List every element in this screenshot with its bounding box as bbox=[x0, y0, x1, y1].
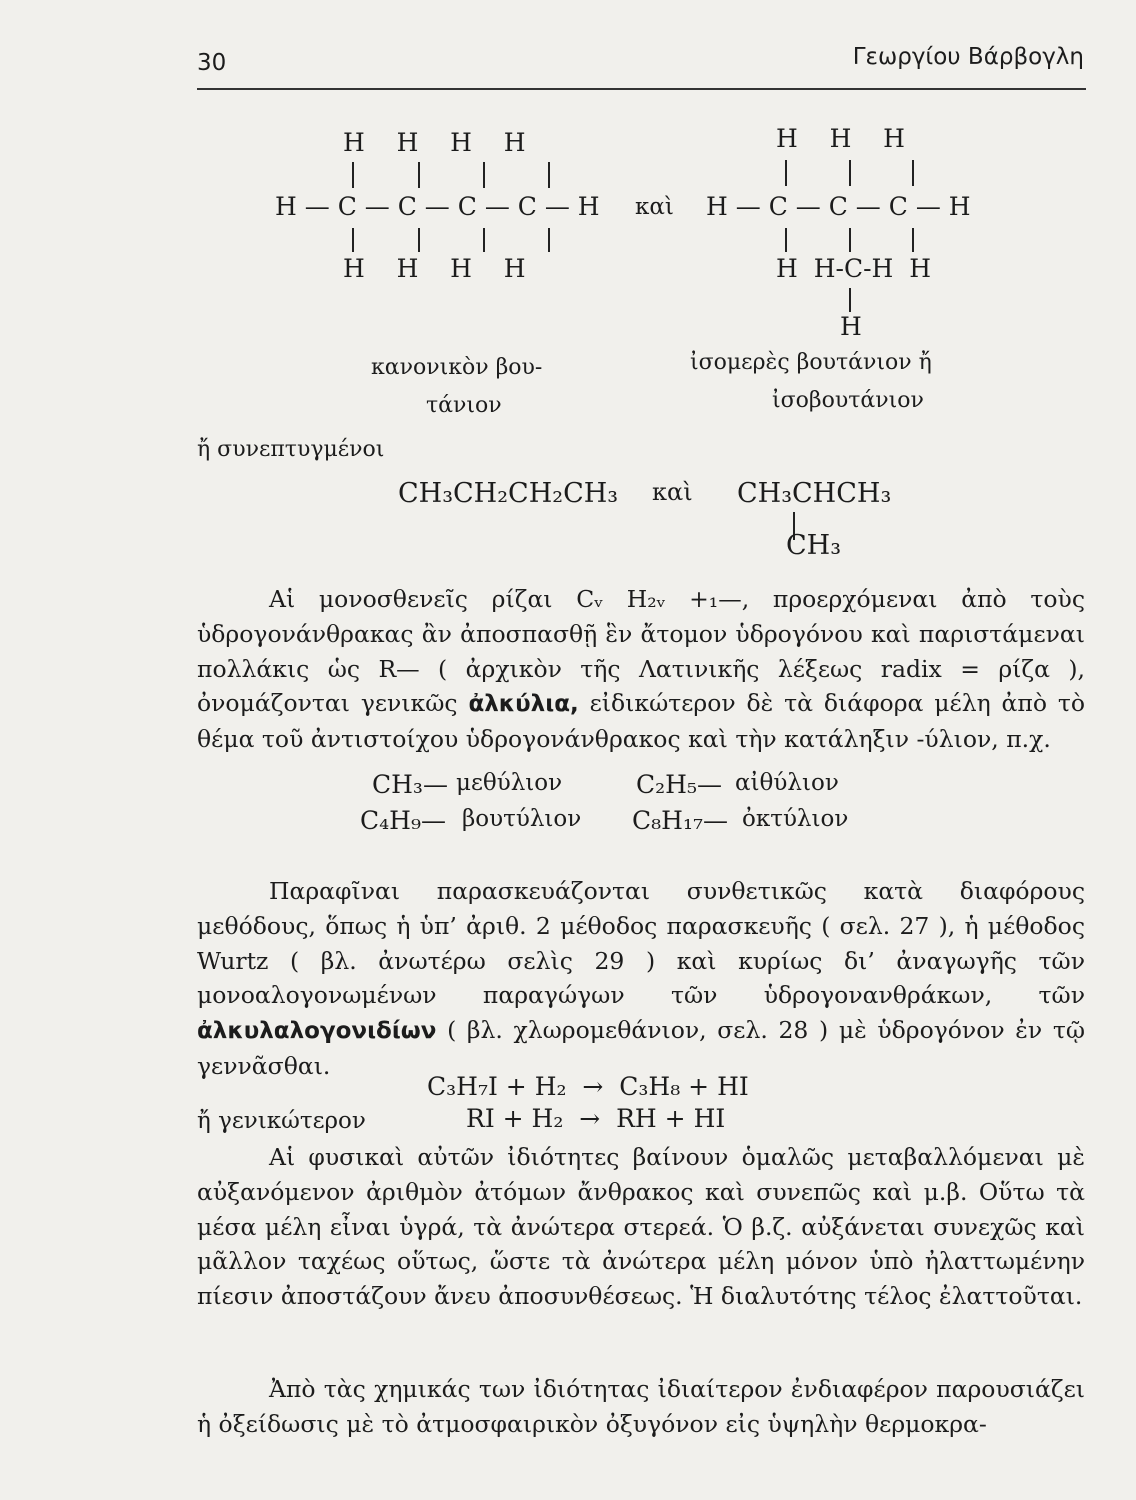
condensed-isobutane: CH₃CHCH₃ bbox=[737, 478, 892, 509]
bond-line bbox=[785, 228, 787, 252]
isobutane-top-hydrogens: H H H bbox=[776, 124, 905, 153]
isobutane-bottom-hydrogen: H bbox=[840, 312, 862, 341]
radical-formula: CH₃— bbox=[372, 770, 448, 799]
bond-line bbox=[912, 160, 914, 186]
equation-general: RI + H₂ → RH + HI bbox=[466, 1104, 726, 1133]
paragraph-text: , προερχόμεναι ἀπὸ τοὺς ὑδρογονάνθρακας ἂν ἀποσπασθῇ ἓν ἄτομον ὑδρογόνου καὶ παριστάμεναι πολλάκις ὡς R— ( ἀρχικὸν τῆς Λατινικῆς λέξεως radix = ρίζα ), ὀνομάζονται γενικῶς bbox=[197, 585, 1085, 718]
equation-label-general: ἤ γενικώτερον bbox=[197, 1108, 366, 1134]
bond-line bbox=[548, 228, 550, 252]
butane-top-hydrogens: H H H H bbox=[343, 128, 526, 157]
paragraph-text: Αἱ μονοσθενεῖς ρίζαι bbox=[269, 585, 553, 613]
radical-name: μεθύλιον bbox=[456, 770, 563, 796]
equation-propyl-iodide: C₃H₇I + H₂ → C₃H₈ + HI bbox=[427, 1072, 749, 1101]
caption-normal-butane-line2: τάνιον bbox=[426, 393, 502, 418]
bond-line bbox=[418, 162, 420, 188]
caption-normal-butane-line1: κανονικὸν βου- bbox=[371, 355, 543, 380]
header-rule bbox=[197, 88, 1086, 90]
radical-name: ὀκτύλιον bbox=[742, 806, 849, 832]
bond-line bbox=[483, 228, 485, 252]
bond-line bbox=[849, 288, 851, 312]
bond-line bbox=[418, 228, 420, 252]
condensed-branch: CH₃ bbox=[786, 530, 842, 561]
butane-carbon-chain: H — C — C — C — C — H bbox=[275, 192, 600, 221]
radical-name: βουτύλιον bbox=[462, 806, 582, 832]
radical-formula: C₂H₅— bbox=[636, 770, 722, 799]
paragraph-paraffin-synthesis bbox=[197, 874, 1085, 1084]
isobutane-carbon-chain: H — C — C — C — H bbox=[706, 192, 971, 221]
radical-formula: C₄H₉— bbox=[360, 806, 446, 835]
paragraph-chemical-properties: Ἀπὸ τὰς χημικάς των ἰδιότητας ἰδιαίτερον ἐνδιαφέρον παρουσιάζει ἡ ὀξείδωσις μὲ τὸ ἀτμοσφαιρικὸν ὀξυγόνον εἰς ὑψηλὴν θερμοκρα- bbox=[197, 1375, 1085, 1438]
bond-line bbox=[849, 228, 851, 252]
connector-kai: καὶ bbox=[635, 194, 674, 220]
isobutane-bottom-row: H H-C-H H bbox=[776, 254, 932, 283]
radical-formula: C₈H₁₇— bbox=[632, 806, 728, 835]
bond-line bbox=[785, 160, 787, 186]
radical-name: αἰθύλιον bbox=[735, 770, 839, 796]
paragraph-alkyl-radicals bbox=[197, 582, 1085, 757]
paragraph-physical-properties: Αἱ φυσικαὶ αὐτῶν ἰδιότητες βαίνουν ὁμαλῶς μεταβαλλόμεναι μὲ αὐξανόμενον ἀριθμὸν ἀτόμων ἄνθρακος καὶ συνεπῶς καὶ μ.β. Οὕτω τὰ μέσα μέλη εἶναι ὑγρά, τὰ ἀνώτερα στερεά. Ὁ β.ζ. αὐξάνεται συνεχῶς καὶ μᾶλλον ταχέως οὕτως, ὥστε τὰ ἀνώτερα μέλη μόνον ὑπὸ ἠλαττωμένην πίεσιν ἀποστάζουν ἄνευ ἀποσυνθέσεως. Ἡ διαλυτότης τέλος ἐλαττοῦται. bbox=[197, 1143, 1085, 1311]
paragraph-text: Παραφῖναι παρασκευάζονται συνθετικῶς κατὰ διαφόρους μεθόδους, ὅπως ἡ ὑπ’ ἀριθ. 2 μέθοδος παρασκευῆς ( σελ. 27 ), ἡ μέθοδος Wurtz ( βλ. ἀνωτέρω σελὶς 29 ) καὶ κυρίως δι’ ἀναγωγῆς τῶν μονοαλογονωμένων παραγώγων τῶν ὑδρογονανθράκων, τῶν bbox=[197, 877, 1085, 1010]
bond-line bbox=[912, 228, 914, 252]
running-header-author: Γεωργίου Βάρβογλη bbox=[852, 44, 1084, 70]
page-number: 30 bbox=[197, 50, 227, 76]
paragraph-text: ( βλ. χλωρομεθάνιον, σελ. 28 ) μὲ ὑδρογόνον ἐν τῷ γεννᾶσθαι. bbox=[197, 1016, 1085, 1080]
bond-line bbox=[849, 160, 851, 186]
inline-formula: Cᵥ H₂ᵥ +₁— bbox=[576, 585, 742, 613]
bold-term-alkyls: ἀλκύλια, bbox=[468, 691, 579, 718]
paragraph-text: εἰδικώτερον δὲ τὰ διάφορα μέλη ἀπὸ τὸ θέμα τοῦ ἀντιστοίχου ὑδρογονάνθρακος καὶ τὴν κατάληξιν -ύλιον, π.χ. bbox=[197, 689, 1085, 754]
condensed-connector: καὶ bbox=[652, 478, 693, 506]
bond-line bbox=[548, 162, 550, 188]
caption-isobutane-line1: ἰσομερὲς βουτάνιον ἤ bbox=[690, 350, 932, 375]
bond-line bbox=[483, 162, 485, 188]
condensed-intro: ἤ συνεπτυγμένοι bbox=[197, 437, 385, 462]
butane-bottom-hydrogens: H H H H bbox=[343, 254, 526, 283]
bond-line bbox=[352, 162, 354, 188]
bold-term-alkyl-halides: ἀλκυλαλογονιδίων bbox=[197, 1018, 437, 1045]
bond-line bbox=[352, 228, 354, 252]
condensed-butane: CH₃CH₂CH₂CH₃ bbox=[398, 478, 619, 509]
caption-isobutane-line2: ἰσοβουτάνιον bbox=[772, 388, 924, 413]
